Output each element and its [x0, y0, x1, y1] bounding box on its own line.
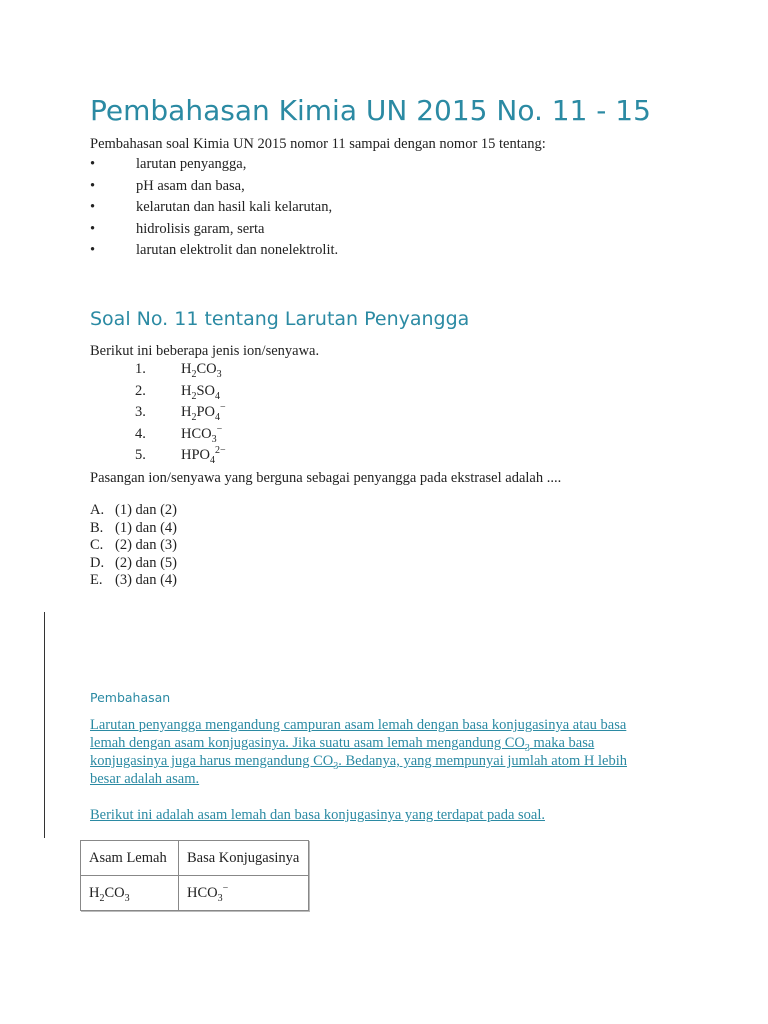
answer-option [90, 537, 177, 555]
formula-part: HCO [187, 884, 218, 901]
formula-part: HPO [181, 447, 211, 463]
answer-option [90, 502, 177, 520]
option-letter: D. [90, 554, 105, 571]
formula-part: CO [196, 361, 217, 377]
bullet-icon: • [90, 220, 96, 237]
answer-option [90, 572, 177, 590]
topic-item [90, 240, 338, 262]
option-letter: E. [90, 572, 103, 588]
answer-option [90, 520, 177, 538]
margin-divider [44, 612, 45, 838]
formula-part: SO [196, 382, 216, 399]
answer-option [90, 555, 177, 573]
topic-item [90, 219, 338, 241]
compound-item [135, 402, 226, 424]
paragraph-line [90, 734, 627, 752]
compound-number: 3. [135, 404, 146, 420]
compound-item [135, 445, 226, 467]
compound-number: 1. [135, 361, 146, 377]
formula-subscript: 3 [333, 760, 339, 772]
topic-text: hidrolisis garam, serta [136, 220, 265, 237]
acid-cell [81, 876, 179, 911]
formula-subscript: 2 [191, 390, 197, 402]
line-text: lemah dengan asam konjugasinya. Jika suatu asam lemah mengandung CO [90, 735, 525, 751]
compound-item [135, 424, 226, 446]
compound-number: 4. [135, 425, 146, 442]
topic-item [90, 197, 338, 219]
topic-list [90, 154, 338, 262]
formula-part: H [89, 884, 100, 901]
explanation-paragraph[interactable] [90, 716, 627, 788]
formula-part: H [181, 404, 192, 420]
topic-text: pH asam dan basa, [136, 177, 245, 194]
formula-subscript: 2 [191, 368, 197, 380]
table-header-cell: Asam Lemah [81, 841, 179, 876]
option-letter: A. [90, 502, 105, 518]
formula-part: CO [104, 884, 125, 901]
formula-part: H [181, 382, 192, 399]
topic-text: larutan elektrolit dan nonelektrolit. [136, 242, 339, 258]
answer-options [90, 502, 177, 590]
formula-subscript: 2 [191, 411, 197, 423]
formula-subscript: 2 [99, 892, 105, 904]
paragraph-line: Larutan penyangga mengandung campuran asam lemah dengan basa konjugasinya atau basa [90, 717, 627, 733]
formula-subscript: 3 [216, 368, 222, 380]
option-text: (3) dan (4) [115, 572, 178, 588]
formula-subscript: 4 [215, 411, 221, 423]
formula-subscript: 3 [124, 892, 130, 904]
question-text: Pasangan ion/senyawa yang berguna sebagai penyangga pada ekstrasel adalah .... [90, 470, 562, 486]
option-text: (1) dan (4) [115, 519, 178, 536]
topic-text: kelarutan dan hasil kali kelarutan, [136, 199, 333, 215]
section-heading: Soal No. 11 tentang Larutan Penyangga [90, 308, 470, 330]
table-header-cell: Basa Konjugasinya [179, 841, 309, 876]
base-cell [179, 876, 309, 911]
line-text: maka basa [529, 735, 595, 751]
intro-text: Pembahasan soal Kimia UN 2015 nomor 11 sampai dengan nomor 15 tentang: [90, 136, 546, 152]
compound-list [135, 359, 226, 467]
option-text: (2) dan (3) [115, 537, 178, 553]
pembahasan-label: Pembahasan [90, 690, 171, 705]
line-text: konjugasinya juga harus mengandung CO [90, 753, 334, 769]
bullet-icon: • [90, 199, 96, 215]
formula-part: PO [196, 404, 216, 420]
option-text: (1) dan (2) [115, 502, 178, 518]
option-letter: B. [90, 519, 104, 536]
question-intro: Berikut ini beberapa jenis ion/senyawa. [90, 343, 320, 359]
formula-subscript: 3 [524, 742, 530, 754]
formula-part: HCO [181, 425, 212, 442]
line-text: . Bedanya, yang mempunyai jumlah atom H lebih [338, 753, 627, 769]
compound-number: 2. [135, 382, 146, 399]
paragraph-line [90, 752, 627, 770]
topic-item [90, 154, 338, 176]
formula-subscript: 4 [215, 390, 221, 402]
compound-number: 5. [135, 447, 146, 463]
formula-charge: − [220, 402, 226, 414]
option-letter: C. [90, 537, 104, 553]
formula-charge: 2− [215, 445, 226, 457]
bullet-icon: • [90, 177, 96, 194]
formula-charge: − [216, 423, 223, 435]
table-row [81, 876, 309, 911]
formula-subscript: 3 [217, 892, 223, 904]
formula-part: H [181, 361, 192, 377]
table-intro-paragraph[interactable]: Berikut ini adalah asam lemah dan basa konjugasinya yang terdapat pada soal. [90, 807, 545, 823]
option-text: (2) dan (5) [115, 554, 178, 571]
acid-base-table [80, 840, 309, 911]
bullet-icon: • [90, 242, 96, 258]
formula-subscript: 3 [211, 433, 217, 445]
table-header-row [81, 841, 309, 876]
bullet-icon: • [90, 156, 96, 172]
page-title: Pembahasan Kimia UN 2015 No. 11 - 15 [90, 94, 651, 127]
compound-item [135, 359, 226, 381]
compound-item [135, 381, 226, 403]
formula-charge: − [222, 882, 229, 894]
topic-text: larutan penyangga, [136, 156, 247, 172]
paragraph-line: besar adalah asam. [90, 771, 200, 787]
topic-item [90, 176, 338, 198]
formula-subscript: 4 [210, 454, 216, 466]
